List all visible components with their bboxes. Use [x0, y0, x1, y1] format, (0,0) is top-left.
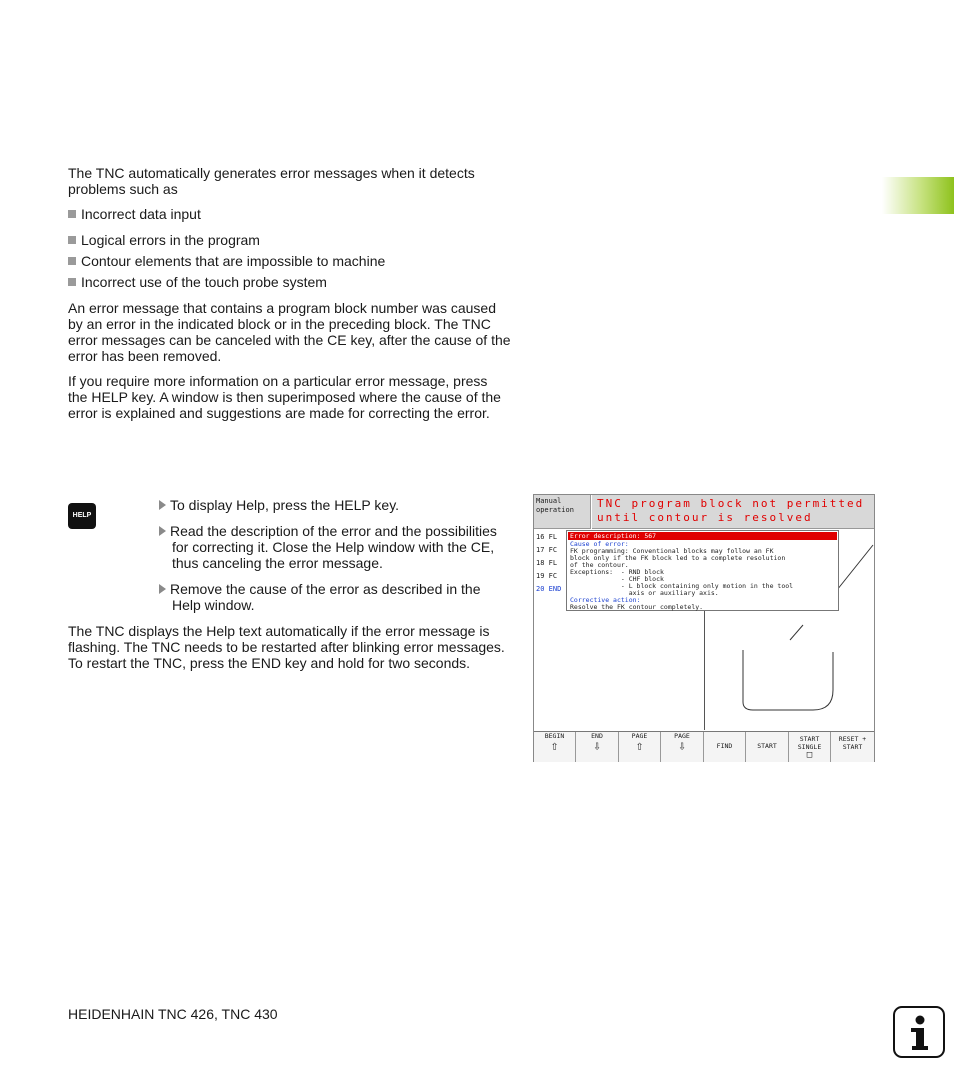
program-block-active: 20 END	[536, 585, 562, 593]
step-item: To display Help, press the HELP key.	[159, 497, 509, 513]
intro-text: The TNC automatically generates error messages when it detects problems such as	[68, 165, 475, 197]
step-item: Remove the cause of the error as described in the Help window.	[159, 581, 504, 613]
arrow-up-icon: ⇧	[635, 739, 644, 754]
dialog-title: Error description: 567	[568, 532, 837, 540]
program-block: 18 FL	[536, 559, 558, 567]
paragraph-auto-help: The TNC displays the Help text automatically if the error message is flashing. The TNC needs to be restarted after blinking error messages. To restart the TNC, press the END key and hold for two seconds.	[68, 623, 505, 671]
tnc-screen	[533, 494, 875, 762]
softkey-find[interactable]: FIND	[704, 732, 746, 762]
softkey-page-up[interactable]: PAGE ⇧	[619, 732, 661, 762]
paragraph-help-info: If you require more information on a particular error message, press the HELP key. A window is then superimposed where the cause of the error is explained and suggestions are made for correcting the error.	[68, 373, 501, 421]
bullet-square-icon	[68, 257, 76, 265]
arrow-down-icon: ⇩	[593, 739, 601, 754]
softkey-start-single[interactable]: START SINGLE □	[789, 732, 831, 762]
list-item: Incorrect use of the touch probe system	[68, 274, 327, 290]
help-key-icon: HELP	[68, 503, 96, 529]
bullet-square-icon	[68, 210, 76, 218]
softkey-row	[534, 731, 874, 762]
paragraph-error-block: An error message that contains a program block number was caused by an error in the indicated block or in the preceding block. The TNC error messages can be canceled with the CE key, after the cause of the error has been removed.	[68, 300, 511, 364]
softkey-begin[interactable]: BEGIN ⇧	[534, 732, 576, 762]
program-block: 17 FC	[536, 546, 558, 554]
list-item: Contour elements that are impossible to machine	[68, 253, 385, 269]
softkey-end[interactable]: END ⇩	[576, 732, 619, 762]
chapter-tab	[882, 177, 954, 214]
softkey-start[interactable]: START	[746, 732, 789, 762]
error-message: TNC program block not permitted until contour is resolved	[592, 495, 874, 529]
arrow-right-icon	[159, 584, 166, 594]
arrow-down-icon: ⇩	[678, 739, 686, 754]
list-item: Incorrect data input	[68, 206, 201, 222]
bullet-square-icon	[68, 278, 76, 286]
step-item: Read the description of the error and the possibilities for correcting it. Close the Help window with the CE, thus canceling the error message.	[159, 523, 509, 571]
square-icon: □	[806, 750, 813, 760]
arrow-right-icon	[159, 526, 166, 536]
program-block: 19 FC	[536, 572, 558, 580]
mode-label: Manual operation	[534, 495, 591, 529]
softkey-reset-start[interactable]: RESET + START	[831, 732, 874, 762]
footer-text: HEIDENHAIN TNC 426, TNC 430	[68, 1006, 278, 1022]
help-dialog: Error description: 567 Cause of error: FK programming: Conventional blocks may follow an FK block only if the FK block led to a complete resolution of the contour. Exceptions: - RND block - CHF block - L block containing only motion in the tool axis or auxiliary axis. Corrective action: Resolve the FK contour completely.	[566, 530, 839, 611]
arrow-right-icon	[159, 500, 166, 510]
list-item: Logical errors in the program	[68, 232, 260, 248]
info-icon	[893, 1006, 945, 1058]
softkey-page-down[interactable]: PAGE ⇩	[661, 732, 704, 762]
arrow-up-icon: ⇧	[550, 739, 559, 754]
bullet-square-icon	[68, 236, 76, 244]
info-i-glyph	[895, 1008, 943, 1056]
program-block: 16 FL	[536, 533, 558, 541]
